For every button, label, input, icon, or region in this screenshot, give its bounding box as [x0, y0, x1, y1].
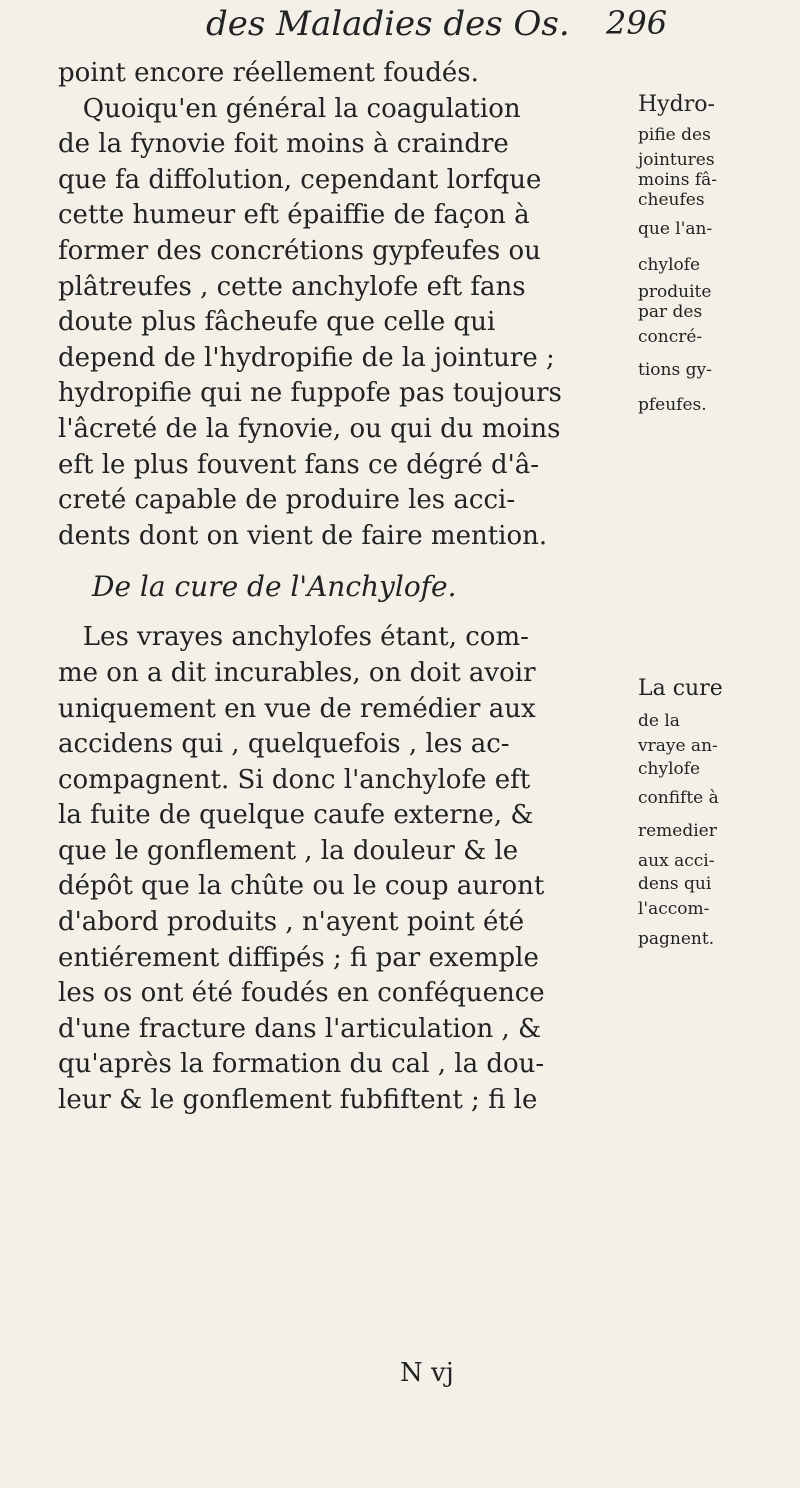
text-line: Quoiqu'en général la coagulation: [58, 93, 521, 124]
main-text-column: [58, 56, 636, 1119]
margin-note-line: l'accom-: [638, 899, 710, 919]
margin-note-line: cheufes: [638, 190, 705, 210]
margin-note-line: La cure: [638, 676, 723, 701]
running-title: des Maladies des Os.: [206, 4, 570, 44]
margin-note-line: remedier: [638, 821, 717, 841]
margin-note-line: tions gy-: [638, 360, 712, 380]
text-line: former des concrétions gypfeufes ou: [58, 235, 541, 266]
text-line: leur & le gonflement fubfiftent ; fi le: [58, 1085, 538, 1116]
text-line: point encore réellement foudés.: [58, 58, 479, 88]
text-line: Les vrayes anchylofes étant, com-: [58, 622, 529, 653]
margin-note-line: dens qui: [638, 874, 712, 894]
margin-note-line: confifte à: [638, 788, 719, 808]
margin-note-line: chylofe: [638, 759, 701, 779]
margin-note-line: jointures: [638, 150, 715, 170]
margin-note-line: de la: [638, 711, 680, 731]
text-line: compagnent. Si donc l'anchylofe eft: [58, 764, 531, 795]
text-line: dents dont on vient de faire mention.: [58, 520, 548, 551]
margin-note-line: par des: [638, 302, 703, 322]
text-line: creté capable de produire les acci-: [58, 485, 516, 516]
text-line: la fuite de quelque caufe externe, &: [58, 800, 534, 831]
text-line: cette humeur eft épaiffie de façon à: [58, 200, 530, 231]
paragraph-2: [58, 620, 636, 1118]
text-line: doute plus fâcheufe que celle qui: [58, 307, 496, 338]
text-line: accidens qui , quelquefois , les ac-: [58, 729, 510, 760]
text-line: l'âcreté de la fynovie, ou qui du moins: [58, 413, 561, 444]
text-line: entiérement diffipés ; fi par exemple: [58, 942, 539, 973]
margin-note-hydropisie: [638, 90, 798, 422]
margin-note-line: pfeufes.: [638, 395, 707, 415]
margin-note-line: aux acci-: [638, 851, 715, 871]
page-number: 296: [606, 4, 668, 42]
text-line: qu'après la formation du cal , la dou-: [58, 1049, 545, 1080]
text-line: plâtreufes , cette anchylofe eft fans: [58, 271, 526, 302]
margin-note-line: que l'an-: [638, 219, 713, 239]
section-heading: De la cure de l'Anchylofe.: [92, 570, 457, 604]
text-line: d'une fracture dans l'articulation , &: [58, 1013, 542, 1044]
text-line: uniquement en vue de remédier aux: [58, 693, 536, 724]
margin-note-line: pagnent.: [638, 929, 715, 949]
margin-note-line: moins fâ-: [638, 170, 718, 190]
text-line: me on a dit incurables, on doit avoir: [58, 657, 536, 688]
running-header: [0, 4, 800, 54]
margin-note-line: concré-: [638, 327, 703, 347]
text-line: dépôt que la chûte ou le coup auront: [58, 871, 545, 902]
margin-note-line: vraye an-: [638, 736, 718, 756]
text-line: que le gonflement , la douleur & le: [58, 835, 519, 866]
margin-note-line: chylofe: [638, 255, 701, 275]
text-line: les os ont été foudés en conféquence: [58, 978, 545, 1009]
text-line: depend de l'hydropifie de la jointure ;: [58, 342, 555, 373]
margin-note-line: Hydro-: [638, 92, 715, 117]
margin-note-cure: [638, 672, 798, 954]
text-line: hydropifie qui ne fuppofe pas toujours: [58, 378, 562, 409]
margin-note-line: pifie des: [638, 125, 711, 145]
text-line: de la fynovie foit moins à craindre: [58, 129, 509, 160]
text-line: eft le plus fouvent fans ce dégré d'â-: [58, 449, 540, 480]
signature-mark: N vj: [400, 1358, 454, 1388]
text-line: d'abord produits , n'ayent point été: [58, 907, 525, 938]
paragraph-1: [58, 56, 636, 554]
margin-note-line: produite: [638, 282, 712, 302]
text-line: que fa diffolution, cependant lorfque: [58, 164, 542, 195]
